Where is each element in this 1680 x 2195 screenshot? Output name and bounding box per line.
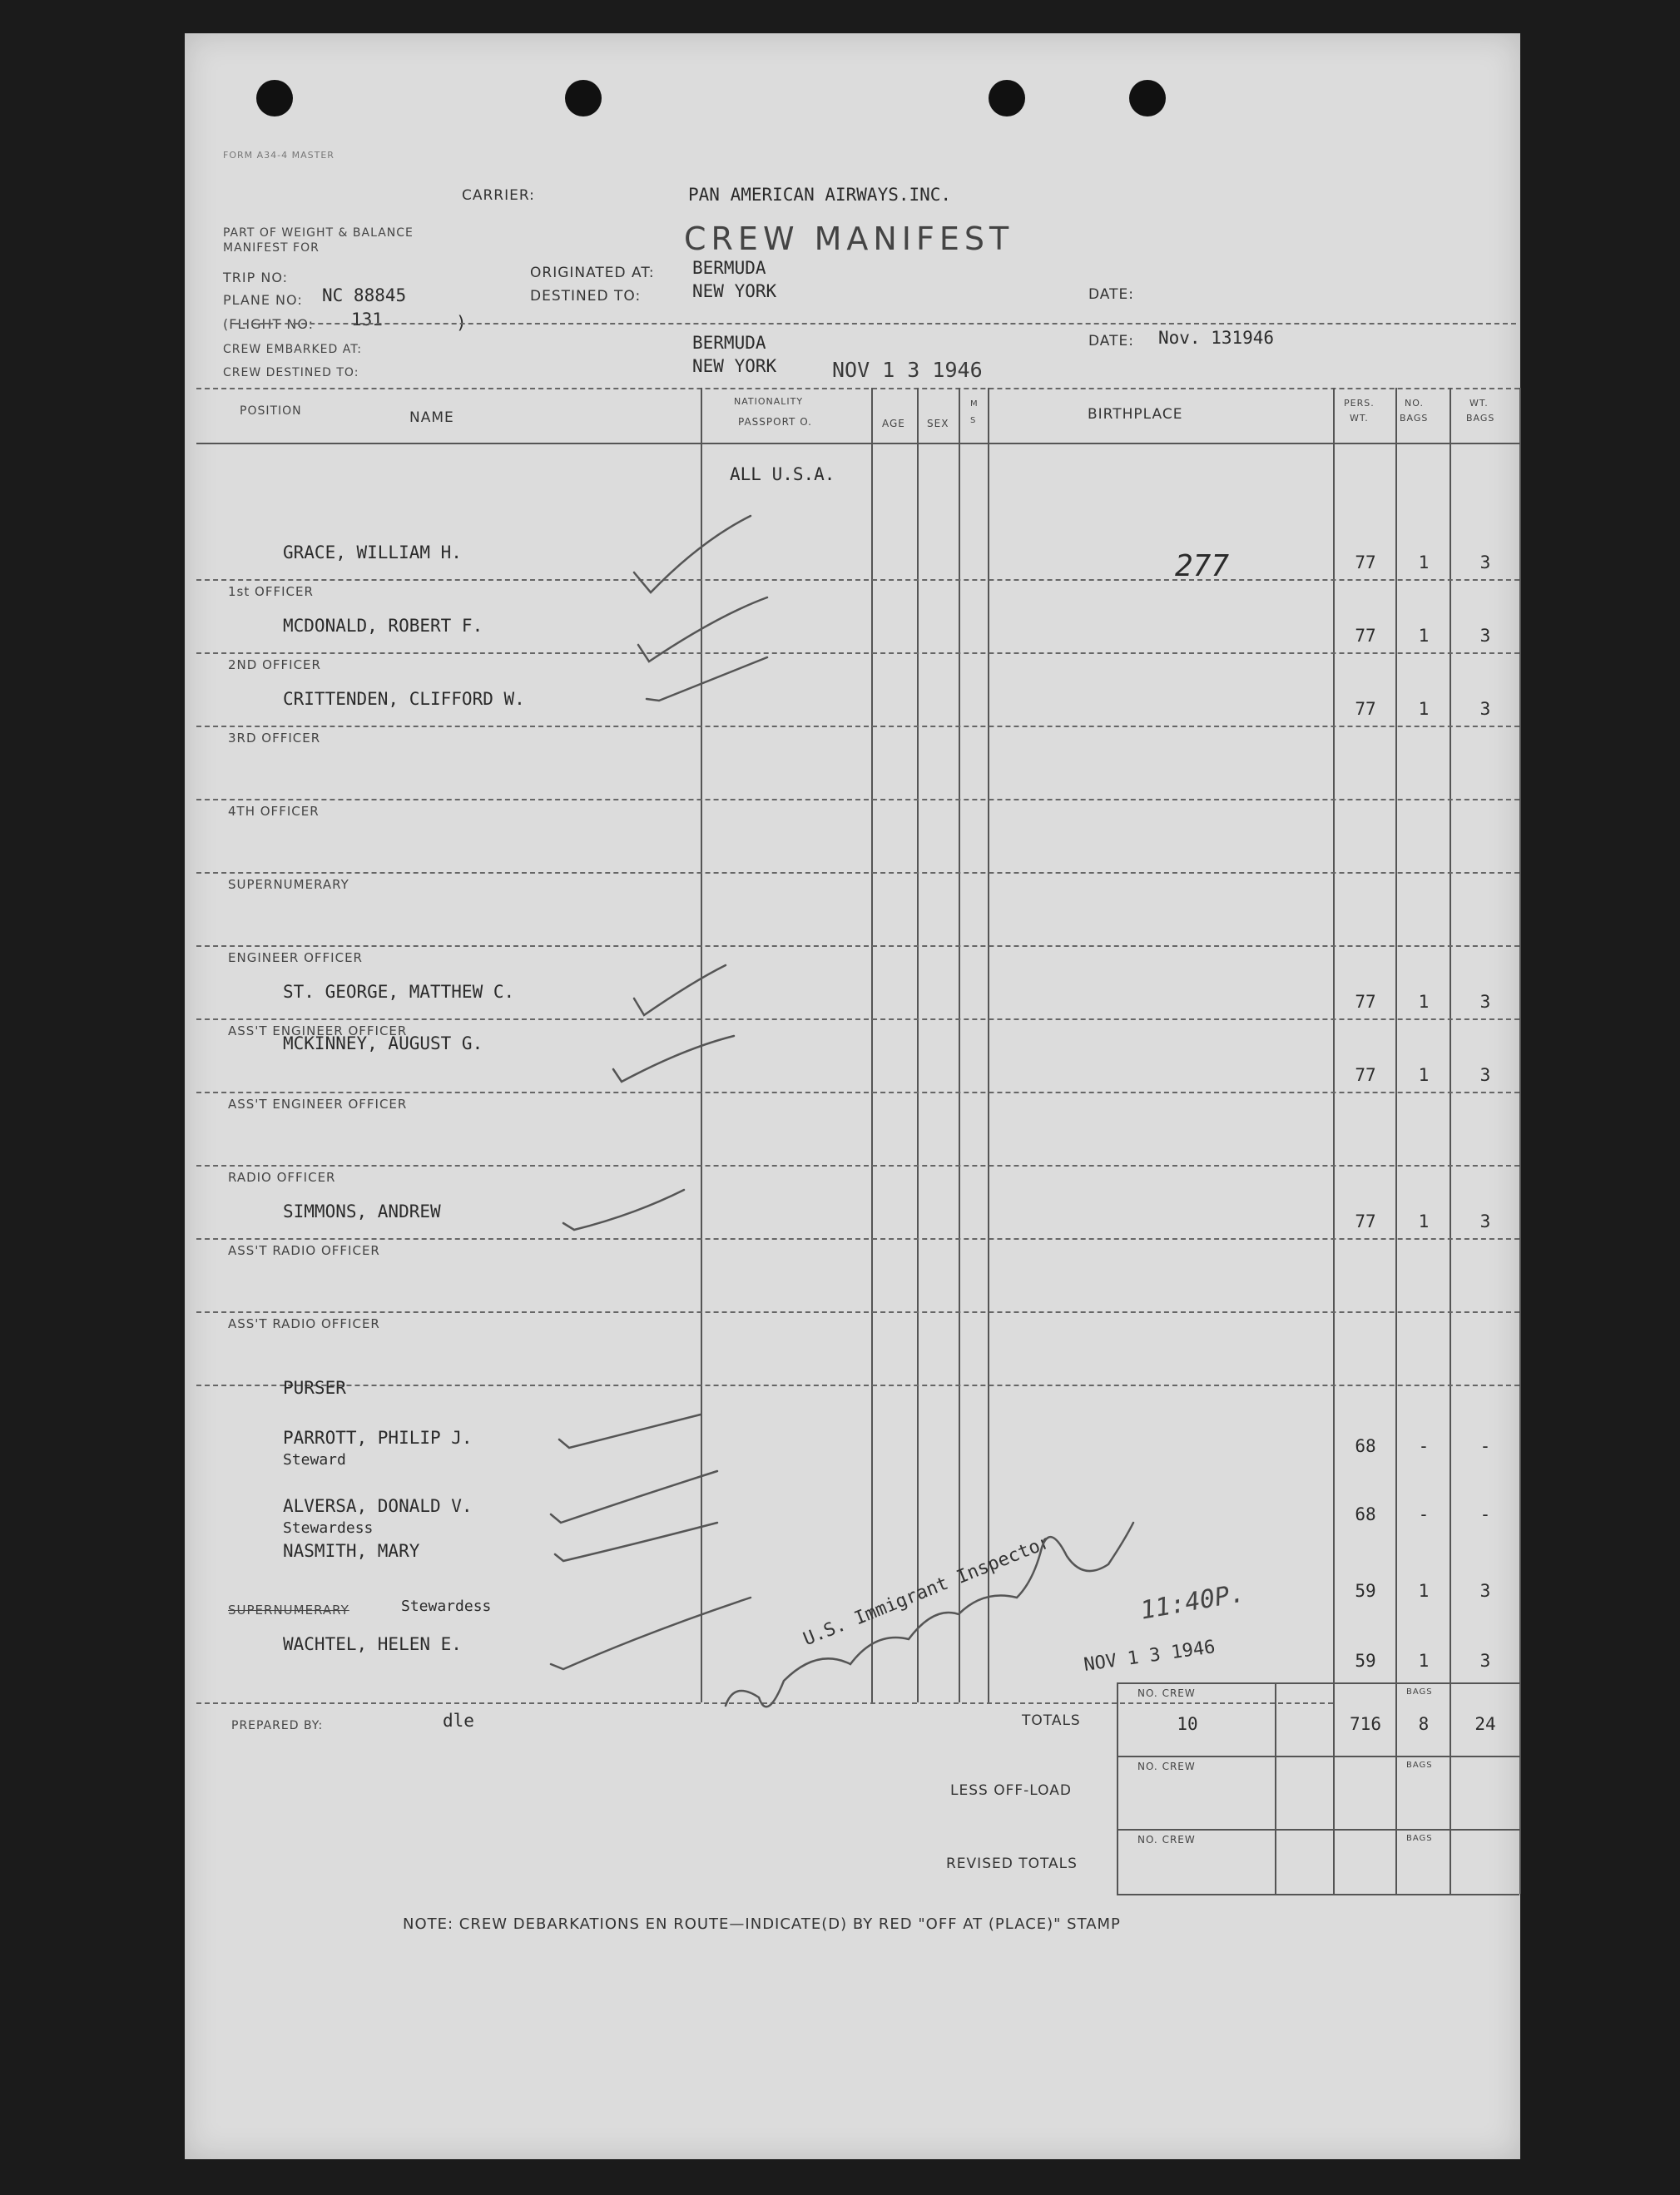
manifest-sheet bbox=[185, 33, 1520, 2159]
wt-bags: 3 bbox=[1479, 699, 1491, 719]
prepared-by-label: PREPARED BY: bbox=[231, 1719, 324, 1732]
page-title: CREW MANIFEST bbox=[684, 220, 1014, 257]
checkmark-icon bbox=[634, 516, 751, 592]
crew-name: WACHTEL, HELEN E. bbox=[283, 1634, 462, 1654]
total-bags: 8 bbox=[1418, 1714, 1430, 1734]
wt-bags: 3 bbox=[1479, 1065, 1491, 1085]
plane-no-value: NC 88845 bbox=[322, 285, 407, 305]
col-nationality: NATIONALITY bbox=[734, 396, 804, 407]
crew-name: SIMMONS, ANDREW bbox=[283, 1202, 441, 1221]
position-2nd-officer: 2ND OFFICER bbox=[228, 657, 321, 672]
col-pers-wt-2: WT. bbox=[1350, 413, 1369, 424]
col-name: NAME bbox=[409, 409, 454, 426]
flight-no-close: ) bbox=[456, 313, 467, 333]
pers-wt: 68 bbox=[1355, 1504, 1376, 1524]
manifest-for-label: MANIFEST FOR bbox=[223, 241, 320, 255]
no-bags: 1 bbox=[1418, 1065, 1430, 1085]
date2-value: Nov. 131946 bbox=[1158, 328, 1275, 348]
position-supernumerary: SUPERNUMERARY bbox=[228, 877, 349, 892]
flight-no-label: (FLIGHT NO: bbox=[223, 316, 315, 332]
position-3rd-officer: 3RD OFFICER bbox=[228, 731, 321, 746]
originated-label: ORIGINATED AT: bbox=[530, 265, 655, 281]
carrier-label: CARRIER: bbox=[462, 187, 535, 204]
bags-label-2: BAGS bbox=[1406, 1761, 1433, 1770]
no-bags: - bbox=[1418, 1436, 1430, 1456]
date2-label: DATE: bbox=[1088, 333, 1134, 349]
position-supernumerary-struck: SUPERNUMERARY bbox=[228, 1603, 349, 1618]
no-bags: - bbox=[1418, 1504, 1430, 1524]
role-steward: Steward bbox=[283, 1451, 346, 1469]
no-crew-label-2: NO. CREW bbox=[1137, 1761, 1196, 1772]
no-bags: 1 bbox=[1418, 992, 1430, 1012]
birthplace-note: 277 bbox=[1175, 549, 1230, 583]
col-passport: PASSPORT O. bbox=[738, 416, 812, 428]
wt-bags: 3 bbox=[1479, 1651, 1491, 1671]
crew-destined-label: CREW DESTINED TO: bbox=[223, 366, 359, 379]
trip-no-label: TRIP NO: bbox=[223, 270, 289, 285]
position-asst-radio-2: ASS'T RADIO OFFICER bbox=[228, 1316, 380, 1331]
position-1st-officer: 1st OFFICER bbox=[228, 584, 314, 599]
pers-wt: 77 bbox=[1355, 992, 1376, 1012]
role-purser: PURSER bbox=[283, 1378, 346, 1398]
position-radio-officer: RADIO OFFICER bbox=[228, 1170, 336, 1185]
pers-wt: 59 bbox=[1355, 1651, 1376, 1671]
totals-label: TOTALS bbox=[1022, 1712, 1081, 1729]
inspector-stamp: U.S. Immigrant Inspector bbox=[800, 1531, 1054, 1651]
checkmark-icon bbox=[555, 1523, 717, 1561]
wt-bags: 3 bbox=[1479, 1211, 1491, 1231]
no-bags: 1 bbox=[1418, 1651, 1430, 1671]
checkmark-icon bbox=[551, 1471, 717, 1523]
originated-value: BERMUDA bbox=[692, 258, 766, 278]
inspector-time-note: 11:40P. bbox=[1137, 1578, 1247, 1626]
date-label: DATE: bbox=[1088, 286, 1134, 303]
bags-label: BAGS bbox=[1406, 1687, 1433, 1697]
destined-label: DESTINED TO: bbox=[530, 288, 642, 305]
position-4th-officer: 4TH OFFICER bbox=[228, 804, 320, 819]
pers-wt: 68 bbox=[1355, 1436, 1376, 1456]
crew-name: MCKINNEY, AUGUST G. bbox=[283, 1033, 483, 1053]
wt-bags: 3 bbox=[1479, 1581, 1491, 1601]
destined-value: NEW YORK bbox=[692, 281, 777, 301]
wt-bags: 3 bbox=[1479, 552, 1491, 572]
position-asst-engineer: ASS'T ENGINEER OFFICER bbox=[228, 1023, 408, 1038]
form-number: FORM A34-4 MASTER bbox=[223, 150, 335, 161]
pers-wt: 77 bbox=[1355, 1065, 1376, 1085]
revised-totals-label: REVISED TOTALS bbox=[946, 1856, 1078, 1872]
position-asst-radio: ASS'T RADIO OFFICER bbox=[228, 1243, 380, 1258]
pers-wt: 59 bbox=[1355, 1581, 1376, 1601]
col-sex: SEX bbox=[927, 418, 949, 429]
no-crew-label-3: NO. CREW bbox=[1137, 1834, 1196, 1846]
handwriting-overlay bbox=[185, 33, 1520, 2159]
checkmark-icon bbox=[559, 1415, 701, 1448]
total-bag-wt: 24 bbox=[1474, 1714, 1496, 1734]
nationality-note: ALL U.S.A. bbox=[730, 464, 835, 484]
total-weight: 716 bbox=[1350, 1714, 1381, 1734]
col-wt-bags: WT. bbox=[1469, 398, 1489, 409]
col-ms-m: M bbox=[970, 399, 979, 409]
crew-name: CRITTENDEN, CLIFFORD W. bbox=[283, 689, 525, 709]
role-stewardess: Stewardess bbox=[283, 1519, 374, 1537]
flight-no-value: 131 bbox=[351, 310, 383, 329]
role-stewardess-2: Stewardess bbox=[401, 1598, 492, 1615]
no-bags: 1 bbox=[1418, 699, 1430, 719]
crew-name: PARROTT, PHILIP J. bbox=[283, 1428, 473, 1448]
no-bags: 1 bbox=[1418, 552, 1430, 572]
footer-note: NOTE: CREW DEBARKATIONS EN ROUTE—INDICATE(D) BY RED "OFF AT (PLACE)" STAMP bbox=[403, 1915, 1121, 1933]
no-bags: 1 bbox=[1418, 1581, 1430, 1601]
crew-name: GRACE, WILLIAM H. bbox=[283, 543, 462, 562]
wt-bags: 3 bbox=[1479, 992, 1491, 1012]
col-age: AGE bbox=[882, 418, 905, 429]
no-bags: 1 bbox=[1418, 626, 1430, 646]
carrier-name: PAN AMERICAN AIRWAYS.INC. bbox=[688, 185, 952, 205]
col-wt-bags-2: BAGS bbox=[1466, 413, 1495, 424]
checkmark-icon bbox=[634, 965, 726, 1015]
crew-embarked-value: BERMUDA bbox=[692, 333, 766, 353]
col-position: POSITION bbox=[240, 404, 302, 418]
prepared-by-value: dle bbox=[443, 1711, 474, 1731]
crew-name: MCDONALD, ROBERT F. bbox=[283, 616, 483, 636]
part-of-label: PART OF WEIGHT & BALANCE bbox=[223, 226, 414, 240]
date-stamp: NOV 1 3 1946 bbox=[832, 358, 983, 382]
position-engineer-officer: ENGINEER OFFICER bbox=[228, 950, 363, 965]
wt-bags: - bbox=[1479, 1436, 1491, 1456]
bags-label-3: BAGS bbox=[1406, 1834, 1433, 1843]
inspector-stamp-date: NOV 1 3 1946 bbox=[1083, 1637, 1217, 1676]
col-pers-wt: PERS. bbox=[1344, 398, 1375, 409]
col-no-bags-2: BAGS bbox=[1400, 413, 1429, 424]
less-offload-label: LESS OFF-LOAD bbox=[950, 1782, 1072, 1799]
crew-name: ST. GEORGE, MATTHEW C. bbox=[283, 982, 515, 1002]
wt-bags: - bbox=[1479, 1504, 1491, 1524]
signature-icon bbox=[726, 1523, 1133, 1707]
total-crew: 10 bbox=[1177, 1714, 1198, 1734]
no-crew-label: NO. CREW bbox=[1137, 1687, 1196, 1699]
position-asst-engineer-2: ASS'T ENGINEER OFFICER bbox=[228, 1097, 408, 1112]
no-bags: 1 bbox=[1418, 1211, 1430, 1231]
pers-wt: 77 bbox=[1355, 552, 1376, 572]
col-no-bags: NO. bbox=[1405, 398, 1424, 409]
checkmark-icon bbox=[551, 1598, 751, 1669]
pers-wt: 77 bbox=[1355, 699, 1376, 719]
checkmark-icon bbox=[613, 1036, 734, 1082]
pers-wt: 77 bbox=[1355, 626, 1376, 646]
col-birthplace: BIRTHPLACE bbox=[1088, 406, 1183, 423]
crew-destined-value: NEW YORK bbox=[692, 356, 777, 376]
checkmark-icon bbox=[638, 597, 767, 661]
crew-name: NASMITH, MARY bbox=[283, 1541, 420, 1561]
col-ms-s: S bbox=[970, 416, 977, 425]
checkmark-icon bbox=[563, 1190, 684, 1230]
wt-bags: 3 bbox=[1479, 626, 1491, 646]
crew-name: ALVERSA, DONALD V. bbox=[283, 1496, 473, 1516]
plane-no-label: PLANE NO: bbox=[223, 292, 303, 308]
checkmark-icon bbox=[647, 657, 767, 701]
crew-embarked-label: CREW EMBARKED AT: bbox=[223, 343, 362, 356]
pers-wt: 77 bbox=[1355, 1211, 1376, 1231]
